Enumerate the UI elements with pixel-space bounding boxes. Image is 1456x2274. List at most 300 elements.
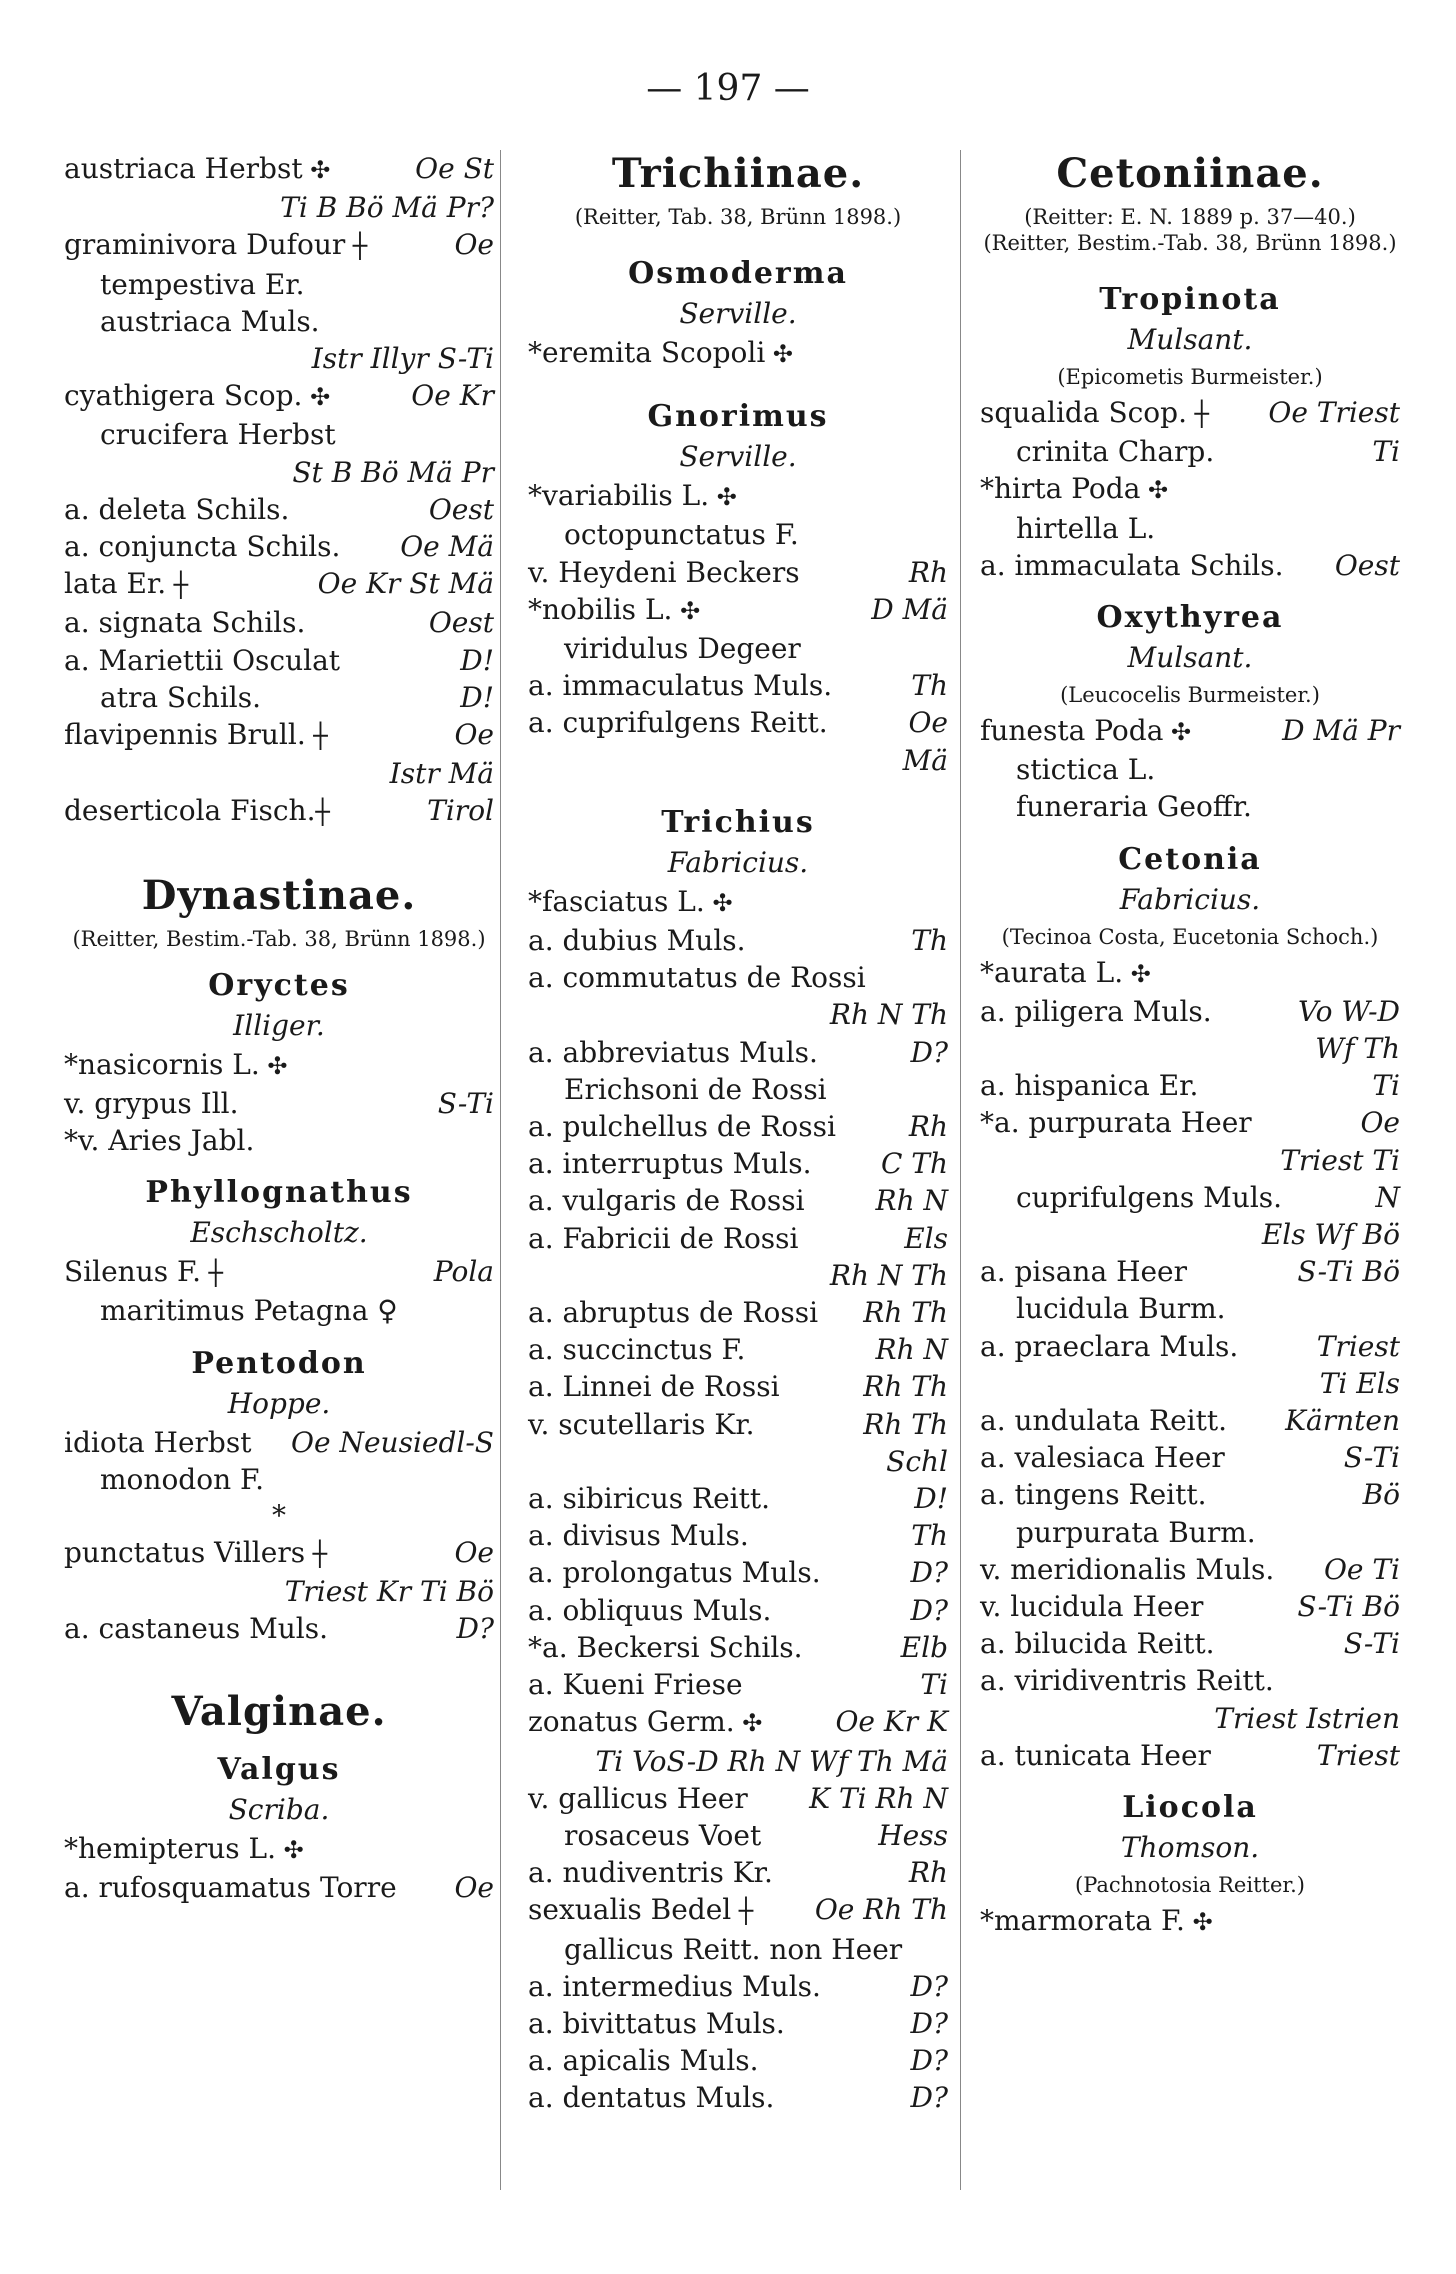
species-name: a. Fabricii de Rossi: [528, 1221, 799, 1255]
species-name: crucifera Herbst: [100, 418, 336, 452]
reference-note: (Pachnotosia Reitter.): [1075, 1873, 1305, 1898]
distribution: D?: [910, 1035, 948, 1069]
genus-author: Serville.: [679, 440, 797, 474]
distribution: Oe: [454, 1870, 494, 1904]
species-name: *eremita Scopoli: [528, 336, 766, 369]
distribution: Oe: [908, 706, 948, 740]
species-entry: [528, 1108, 948, 1145]
distribution: Vo W-D: [1297, 994, 1400, 1028]
species-entry: [980, 1514, 1400, 1551]
species-entry: [980, 751, 1400, 788]
reference-note: (Reitter, Bestim.-Tab. 38, Brünn 1898.): [72, 926, 486, 951]
species-entry: [528, 1592, 948, 1629]
species-entry: [980, 712, 1400, 751]
species-entry: [980, 1625, 1400, 1662]
genus-heading: Phyllognathus: [145, 1175, 413, 1211]
status-symbol: ✣: [1163, 718, 1192, 747]
species-name: a. dentatus Muls.: [528, 2081, 775, 2115]
species-entry: [528, 1294, 948, 1331]
species-entry: [64, 266, 494, 303]
species-entry: [980, 1902, 1400, 1941]
species-name: a. obliquus Muls.: [528, 1593, 772, 1627]
reference-note: (Reitter, Tab. 38, Brünn 1898.): [574, 205, 902, 229]
species-name: *a. purpurata Heer: [980, 1106, 1252, 1140]
distribution: Rh Th: [863, 1296, 948, 1330]
species-entry: [64, 1253, 494, 1292]
column-middle: [528, 150, 948, 2117]
status-symbol: ✣: [276, 1835, 304, 1864]
species-entry: [528, 1182, 948, 1219]
status-symbol: ✣: [1140, 476, 1169, 505]
species-name: a. castaneus Muls.: [64, 1612, 329, 1646]
species-entry: [64, 1085, 494, 1122]
species-name: a. interruptus Muls.: [528, 1147, 812, 1181]
species-entry: [64, 1534, 494, 1573]
genus-author: Hoppe.: [227, 1386, 331, 1420]
species-name: a. rufosquamatus Torre: [64, 1870, 397, 1904]
distribution: Oest: [1334, 548, 1400, 582]
distribution: Ti: [920, 1668, 948, 1702]
distribution: S-Ti: [437, 1086, 494, 1120]
species-name: tempestiva Er.: [100, 267, 305, 301]
species-name: a. apicalis Muls.: [528, 2044, 759, 2078]
species-entry: [980, 788, 1400, 825]
species-name: *variabilis L.: [528, 479, 710, 513]
species-entry: [528, 630, 948, 667]
distribution: Oe Kr: [411, 379, 494, 413]
species-name: *nasicornis L.: [64, 1047, 260, 1081]
species-entry: [64, 1122, 494, 1159]
species-name: crinita Charp.: [1016, 435, 1215, 469]
reference-note: (Leucocelis Burmeister.): [1060, 683, 1320, 708]
species-entry: [64, 642, 494, 679]
distribution: Oe Neusiedl-S: [291, 1425, 494, 1459]
species-entry: [64, 1830, 494, 1869]
distribution: S-Ti: [1343, 1627, 1400, 1661]
distribution: Hess: [878, 1818, 948, 1852]
status-symbol: ✣: [672, 596, 701, 625]
species-entry: [528, 1331, 948, 1368]
species-name: a. immaculata Schils.: [980, 548, 1284, 582]
species-entry: [528, 883, 948, 922]
genus-heading: Trichius: [661, 804, 815, 840]
distribution-continuation: Rh N Th: [829, 998, 948, 1032]
distribution: Oe: [1360, 1106, 1400, 1140]
distribution-continuation: Ti B Bö Mä Pr?: [280, 191, 494, 225]
species-name: a. praeclara Muls.: [980, 1329, 1239, 1363]
species-name: a. piligera Muls.: [980, 994, 1212, 1028]
section-heading: Cetoniinae.: [1056, 150, 1324, 197]
genus-heading: Gnorimus: [647, 399, 829, 435]
species-name: a. divisus Muls.: [528, 1519, 749, 1553]
status-symbol: ┼: [200, 1259, 224, 1288]
distribution: Oe St: [415, 152, 494, 185]
species-name: a. nudiventris Kr.: [528, 1856, 773, 1890]
distribution: C Th: [880, 1147, 948, 1181]
distribution: Rh Th: [863, 1407, 948, 1441]
species-entry: [528, 1368, 948, 1405]
species-name: sexualis Bedel: [528, 1893, 732, 1927]
distribution-continuation: Triest Kr Ti Bö: [284, 1575, 494, 1609]
distribution: Tirol: [427, 794, 494, 828]
species-entry: [528, 2005, 948, 2042]
species-entry: [980, 1476, 1400, 1513]
distribution: Pola: [433, 1255, 494, 1289]
species-name: squalida Scop.: [980, 396, 1187, 429]
species-name: graminivora Dufour: [64, 228, 346, 262]
status-symbol: ┼: [305, 722, 328, 751]
genus-author: Thomson.: [1120, 1831, 1260, 1865]
species-name: a. succinctus F.: [528, 1333, 746, 1367]
species-name: a. abbreviatus Muls.: [528, 1035, 818, 1069]
column-right: [980, 150, 1400, 1941]
status-symbol: ✣: [734, 1709, 763, 1738]
status-symbol: ✣: [709, 483, 737, 512]
distribution-continuation: Triest Ti: [1280, 1143, 1400, 1177]
species-name: a. cuprifulgens Reitt.: [528, 706, 828, 740]
species-name: *aurata L.: [980, 955, 1124, 989]
distribution: Rh: [908, 1856, 948, 1890]
distribution: D!: [460, 643, 494, 677]
status-symbol: ✣: [259, 1051, 288, 1080]
genus-author: Eschscholtz.: [190, 1216, 368, 1250]
species-entry: [64, 1869, 494, 1906]
species-name: v. Heydeni Beckers: [528, 555, 800, 589]
page-number: — 197 —: [646, 68, 810, 109]
distribution: Rh: [908, 555, 948, 589]
genus-heading: Oryctes: [208, 967, 350, 1003]
species-name: v. lucidula Heer: [980, 1590, 1204, 1624]
species-entry: [528, 1406, 948, 1443]
species-entry: [64, 416, 494, 453]
distribution: Ti: [1372, 1069, 1400, 1103]
species-entry: [528, 1480, 948, 1517]
species-name: a. deleta Schils.: [64, 492, 290, 526]
species-name: a. vulgaris de Rossi: [528, 1184, 805, 1218]
column-rule-left: [500, 150, 501, 2190]
species-name: a. signata Schils.: [64, 606, 306, 640]
species-name: cyathigera Scop.: [64, 379, 303, 413]
distribution: D?: [910, 1556, 948, 1590]
species-name: gallicus Reitt. non Heer: [564, 1932, 903, 1966]
distribution: Oe Kr K: [835, 1705, 948, 1739]
distribution: Oe Mä: [400, 530, 494, 564]
species-name: funeraria Geoffr.: [1016, 790, 1252, 824]
distribution: Oe: [454, 718, 494, 752]
species-entry: [980, 1290, 1400, 1327]
genus-author: Illiger.: [233, 1008, 325, 1042]
distribution-continuation: St B Bö Mä Pr: [292, 455, 494, 489]
status-symbol: ┼: [731, 1897, 754, 1926]
species-name: a. tunicata Heer: [980, 1738, 1211, 1772]
species-name: a. Mariettii Osculat: [64, 643, 341, 677]
species-name: a. bilucida Reitt.: [980, 1627, 1215, 1661]
distribution: K Ti Rh N: [809, 1781, 948, 1815]
distribution: Th: [911, 924, 948, 958]
species-name: lata Er.: [64, 567, 167, 601]
genus-heading: Tropinota: [1099, 282, 1281, 317]
species-entry: [980, 1439, 1400, 1476]
distribution: Oest: [428, 606, 494, 640]
species-entry: [980, 470, 1400, 509]
species-entry: [528, 516, 948, 553]
genus-heading: Liocola: [1122, 1790, 1258, 1826]
distribution: Ti: [1372, 435, 1400, 469]
distribution: D?: [910, 1969, 948, 2003]
genus-heading: Osmoderma: [628, 256, 848, 291]
distribution: D?: [910, 1593, 948, 1627]
distribution: S-Ti: [1343, 1441, 1400, 1475]
species-entry: [528, 477, 948, 516]
status-symbol: ✣: [765, 340, 794, 368]
species-name: Erichsoni de Rossi: [564, 1072, 827, 1106]
species-name: *v. Aries Jabl.: [64, 1124, 255, 1158]
distribution: D Mä Pr: [1282, 714, 1400, 748]
species-entry: [980, 433, 1400, 470]
species-entry: [64, 679, 494, 716]
distribution: Th: [911, 1519, 948, 1553]
species-entry: [64, 565, 494, 604]
reference-note: (Tecinoa Costa, Eucetonia Schoch.): [1001, 924, 1379, 949]
distribution: S-Ti Bö: [1297, 1255, 1400, 1289]
genus-author: Mulsant.: [1127, 323, 1253, 356]
species-entry: [980, 547, 1400, 584]
status-symbol: ✣: [704, 888, 733, 917]
distribution-continuation: Schl: [886, 1444, 948, 1478]
species-entry: [528, 1629, 948, 1666]
distribution-continuation: Wf Th: [1315, 1032, 1400, 1066]
species-name: *hirta Poda: [980, 472, 1141, 506]
distribution: D?: [910, 2081, 948, 2115]
genus-author: Fabricius.: [667, 845, 809, 879]
distribution: Els: [904, 1221, 948, 1255]
distribution: Rh Th: [863, 1370, 948, 1404]
species-name: a. Linnei de Rossi: [528, 1370, 780, 1404]
species-entry: [64, 150, 494, 189]
species-entry: [980, 954, 1400, 993]
species-entry: [528, 959, 948, 996]
species-entry: [64, 1046, 494, 1085]
species-entry: [528, 1817, 948, 1854]
status-symbol: ✣: [1123, 959, 1151, 988]
species-name: zonatus Germ.: [528, 1705, 735, 1739]
species-name: austriaca Muls.: [100, 304, 320, 338]
species-name: a. immaculatus Muls.: [528, 669, 833, 703]
species-entry: [528, 1968, 948, 2005]
distribution-continuation: Rh N Th: [829, 1258, 948, 1292]
species-entry: [528, 1517, 948, 1554]
genus-heading: Pentodon: [191, 1345, 367, 1381]
distribution: Bö: [1362, 1478, 1400, 1512]
species-name: purpurata Burm.: [1016, 1515, 1256, 1549]
species-entry: [64, 1292, 494, 1329]
distribution: Triest: [1316, 1738, 1400, 1772]
species-name: a. commutatus de Rossi: [528, 961, 866, 995]
species-entry: [64, 716, 494, 755]
species-name: stictica L.: [1016, 753, 1156, 787]
species-name: a. Kueni Friese: [528, 1668, 743, 1702]
status-symbol: ┼: [1187, 400, 1210, 428]
species-entry: [64, 528, 494, 565]
distribution: Oe: [454, 1536, 494, 1570]
species-name: monodon F.: [100, 1462, 264, 1496]
species-entry: [64, 226, 494, 265]
status-symbol: ✣: [1184, 1908, 1213, 1937]
species-name: *a. Beckersi Schils.: [528, 1630, 803, 1664]
species-entry: [980, 1551, 1400, 1588]
species-entry: [528, 1666, 948, 1703]
distribution: D!: [914, 1482, 948, 1516]
status-symbol: ┼: [166, 571, 189, 600]
genus-author: Mulsant.: [1127, 641, 1253, 675]
distribution: D?: [910, 2006, 948, 2040]
species-name: atra Schils.: [100, 680, 261, 714]
distribution: Rh N: [875, 1333, 948, 1367]
distribution: D Mä: [871, 592, 948, 626]
species-entry: [528, 1891, 948, 1930]
status-symbol: ✣: [302, 383, 331, 412]
species-name: hirtella L.: [1016, 511, 1156, 545]
species-name: idiota Herbst: [64, 1425, 252, 1459]
distribution: Rh N: [875, 1184, 948, 1218]
species-entry: [64, 377, 494, 416]
species-name: v. gallicus Heer: [528, 1781, 748, 1815]
species-entry: [980, 1179, 1400, 1216]
genus-heading: Valgus: [217, 1751, 341, 1787]
species-entry: [528, 1703, 948, 1742]
species-entry: [980, 1253, 1400, 1290]
species-entry: [980, 394, 1400, 433]
species-name: a. tingens Reitt.: [980, 1478, 1207, 1512]
species-entry: [528, 704, 948, 741]
genus-author: Scriba.: [228, 1792, 330, 1826]
species-name: *fasciatus L.: [528, 884, 705, 918]
species-entry: [528, 1220, 948, 1257]
species-entry: [528, 1145, 948, 1182]
species-entry: [528, 334, 948, 373]
distribution: Rh: [908, 1110, 948, 1144]
column-rule-right: [960, 150, 961, 2190]
species-name: Silenus F.: [64, 1255, 201, 1289]
reference-note: (Reitter: E. N. 1889 p. 37—40.) (Reitter, Bestim.-Tab. 38, Brünn 1898.): [983, 205, 1397, 255]
distribution-continuation: Istr Mä: [389, 757, 494, 791]
species-entry: [64, 1610, 494, 1647]
status-symbol: ┼: [305, 1540, 328, 1569]
status-symbol: ✣: [302, 156, 331, 184]
species-name: a. dubius Muls.: [528, 924, 746, 958]
species-name: *marmorata F.: [980, 1904, 1185, 1938]
species-name: lucidula Burm.: [1016, 1292, 1226, 1326]
species-name: cuprifulgens Muls.: [1016, 1180, 1283, 1214]
species-entry: [980, 993, 1400, 1030]
species-entry: [980, 1104, 1400, 1141]
distribution-continuation: Ti Els: [1319, 1366, 1400, 1400]
species-name: a. sibiricus Reitt.: [528, 1482, 771, 1516]
status-symbol: ┼: [315, 798, 330, 827]
species-name: a. pisana Heer: [980, 1255, 1188, 1289]
species-entry: [980, 510, 1400, 547]
species-entry: [528, 1034, 948, 1071]
species-name: *hemipterus L.: [64, 1831, 277, 1865]
distribution: Oe: [454, 228, 494, 262]
distribution: S-Ti Bö: [1297, 1590, 1400, 1624]
distribution: Elb: [900, 1630, 948, 1664]
species-name: flavipennis Brull.: [64, 718, 306, 752]
species-entry: [64, 303, 494, 340]
species-name: a. prolongatus Muls.: [528, 1556, 821, 1590]
species-name: v. meridionalis Muls.: [980, 1552, 1275, 1586]
separator-asterisk: *: [272, 1499, 286, 1533]
species-entry: [528, 2079, 948, 2116]
distribution: Triest: [1316, 1329, 1400, 1363]
distribution: Oe Rh Th: [814, 1893, 948, 1927]
distribution-continuation: Els Wf Bö: [1261, 1218, 1400, 1252]
species-entry: [64, 1461, 494, 1498]
distribution-continuation: Mä: [902, 743, 948, 777]
species-name: a. bivittatus Muls.: [528, 2006, 785, 2040]
reference-note: (Epicometis Burmeister.): [1057, 365, 1323, 389]
distribution: Th: [911, 669, 948, 703]
species-name: octopunctatus F.: [564, 518, 799, 552]
species-name: a. intermedius Muls.: [528, 1969, 821, 2003]
column-left: [64, 150, 494, 1906]
species-name: a. valesiaca Heer: [980, 1441, 1225, 1475]
genus-heading: Cetonia: [1118, 841, 1262, 877]
species-entry: [528, 1554, 948, 1591]
distribution: Oe Kr St Mä: [317, 567, 494, 601]
species-entry: [528, 2042, 948, 2079]
species-entry: [980, 1737, 1400, 1774]
species-entry: [980, 1402, 1400, 1439]
genus-author: Fabricius.: [1119, 882, 1261, 916]
distribution: D?: [910, 2044, 948, 2078]
distribution: Oe Triest: [1268, 396, 1400, 429]
species-entry: [980, 1588, 1400, 1625]
species-entry: [64, 491, 494, 528]
species-name: *nobilis L.: [528, 592, 673, 626]
species-entry: [528, 1780, 948, 1817]
distribution-continuation: Istr Illyr S-Ti: [311, 342, 494, 376]
distribution: D?: [456, 1612, 494, 1646]
species-name: v. grypus Ill.: [64, 1086, 239, 1120]
distribution-continuation: Triest Istrien: [1214, 1701, 1400, 1735]
species-entry: [528, 1931, 948, 1968]
distribution: Oe Ti: [1323, 1552, 1400, 1586]
species-entry: [528, 667, 948, 704]
genus-author: Serville.: [679, 297, 797, 330]
species-name: a. abruptus de Rossi: [528, 1296, 819, 1330]
species-name: maritimus Petagna ♀: [100, 1294, 398, 1328]
status-symbol: ┼: [345, 232, 368, 261]
distribution: Oest: [428, 492, 494, 526]
distribution: Kärnten: [1285, 1404, 1400, 1438]
species-entry: [64, 604, 494, 641]
species-entry: [980, 1328, 1400, 1365]
species-name: punctatus Villers: [64, 1536, 306, 1570]
species-name: a. hispanica Er.: [980, 1069, 1199, 1103]
species-entry: [64, 1424, 494, 1461]
species-entry: [980, 1067, 1400, 1104]
species-entry: [528, 922, 948, 959]
species-name: a. conjuncta Schils.: [64, 530, 341, 564]
distribution-continuation: Ti VoS-D Rh N Wf Th Mä: [595, 1744, 948, 1778]
species-name: funesta Poda: [980, 714, 1164, 748]
species-name: deserticola Fisch.: [64, 794, 316, 828]
species-name: viridulus Degeer: [564, 632, 801, 666]
species-entry: [528, 1071, 948, 1108]
species-name: a. undulata Reitt.: [980, 1404, 1228, 1438]
species-entry: [528, 591, 948, 630]
